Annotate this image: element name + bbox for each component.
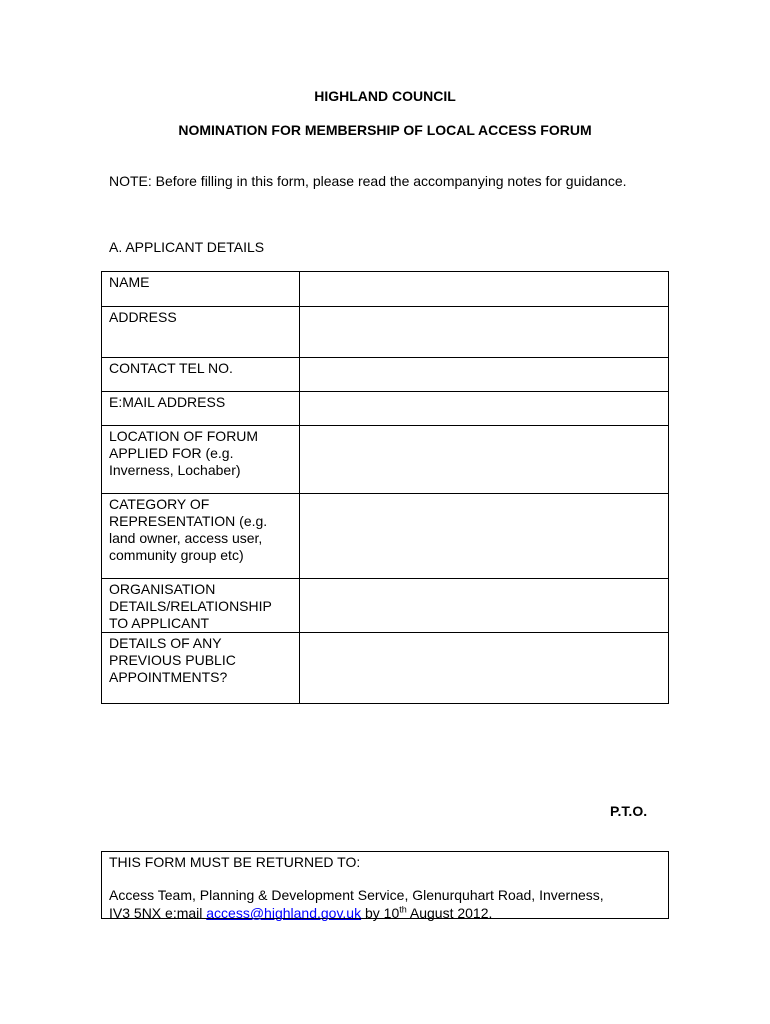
table-row: [102, 272, 669, 307]
organisation-details-field[interactable]: [300, 579, 669, 633]
organisation-details-label: ORGANISATION DETAILS/RELATIONSHIP TO APPLICANT: [102, 579, 300, 633]
applicant-details-table: [101, 271, 669, 704]
forum-location-label: LOCATION OF FORUM APPLIED FOR (e.g. Inverness, Lochaber): [102, 426, 300, 494]
return-instructions-box: [101, 851, 669, 919]
representation-category-label: CATEGORY OF REPRESENTATION (e.g. land owner, access user, community group etc): [102, 494, 300, 579]
contact-tel-label: CONTACT TEL NO.: [102, 358, 300, 392]
return-line2-suffix: August 2012.: [406, 905, 493, 921]
form-title: NOMINATION FOR MEMBERSHIP OF LOCAL ACCESS FORUM: [178, 122, 592, 138]
address-label: ADDRESS: [102, 307, 300, 358]
return-line2-mid: by 10: [361, 905, 400, 921]
section-a-heading: A. APPLICANT DETAILS: [109, 239, 265, 255]
return-email-line: [109, 904, 492, 922]
email-link[interactable]: access@highland.gov.uk: [206, 905, 362, 921]
return-line2-prefix: IV3 5NX e:mail: [109, 905, 207, 921]
guidance-note: NOTE: Before filling in this form, please read the accompanying notes for guidance.: [109, 173, 627, 189]
table-row: [102, 358, 669, 392]
return-heading: THIS FORM MUST BE RETURNED TO:: [109, 854, 361, 870]
pto-label: P.T.O.: [610, 803, 648, 819]
ordinal-suffix: th: [399, 904, 407, 915]
table-row: [102, 579, 669, 633]
table-row: [102, 307, 669, 358]
contact-tel-field[interactable]: [300, 358, 669, 392]
public-appointments-label: DETAILS OF ANY PREVIOUS PUBLIC APPOINTMENTS?: [102, 633, 300, 704]
table-row: [102, 426, 669, 494]
public-appointments-field[interactable]: [300, 633, 669, 704]
table-row: [102, 633, 669, 704]
forum-location-field[interactable]: [300, 426, 669, 494]
representation-category-field[interactable]: [300, 494, 669, 579]
email-field[interactable]: [300, 392, 669, 426]
council-title: HIGHLAND COUNCIL: [314, 88, 456, 104]
table-row: [102, 392, 669, 426]
address-field[interactable]: [300, 307, 669, 358]
email-label: E:MAIL ADDRESS: [102, 392, 300, 426]
name-field[interactable]: [300, 272, 669, 307]
return-address-line: Access Team, Planning & Development Service, Glenurquhart Road, Inverness,: [109, 887, 604, 903]
table-row: [102, 494, 669, 579]
name-label: NAME: [102, 272, 300, 307]
